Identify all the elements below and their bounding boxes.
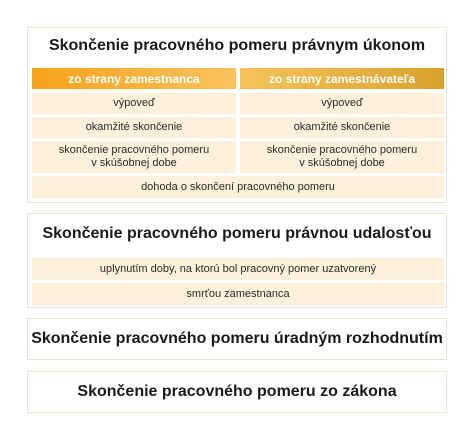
- event-item-fixed-term: uplynutím doby, na ktorú bol pracovný pomer uzatvorený: [32, 258, 444, 280]
- employee-item-immediate: okamžité skončenie: [32, 117, 236, 138]
- box-by-law-title: Skončenie pracovného pomeru zo zákona: [77, 383, 397, 400]
- box-legal-event-title: Skončenie pracovného pomeru právnou udalosťou: [42, 225, 432, 242]
- shared-item-agreement: dohoda o skončení pracovného pomeru: [32, 176, 444, 198]
- event-item-death: smrťou zamestnanca: [32, 283, 444, 305]
- employee-item-notice: výpoveď: [32, 93, 236, 114]
- box-official-decision: [27, 318, 447, 360]
- employer-item-immediate: okamžité skončenie: [240, 117, 444, 138]
- box-official-decision-title: Skončenie pracovného pomeru úradným rozhodnutím: [31, 330, 443, 347]
- employee-item-probation: skončenie pracovného pomeru v skúšobnej dobe: [32, 141, 236, 173]
- employer-item-probation: skončenie pracovného pomeru v skúšobnej dobe: [240, 141, 444, 173]
- box-legal-event: [27, 213, 447, 308]
- box-legal-act-title: Skončenie pracovného pomeru právnym úkonom: [48, 37, 426, 54]
- box-legal-act: [27, 27, 447, 203]
- box-by-law: [27, 371, 447, 413]
- header-employee: zo strany zamestnanca: [32, 68, 236, 89]
- header-employer: zo strany zamestnávateľa: [240, 68, 444, 89]
- employer-item-notice: výpoveď: [240, 93, 444, 114]
